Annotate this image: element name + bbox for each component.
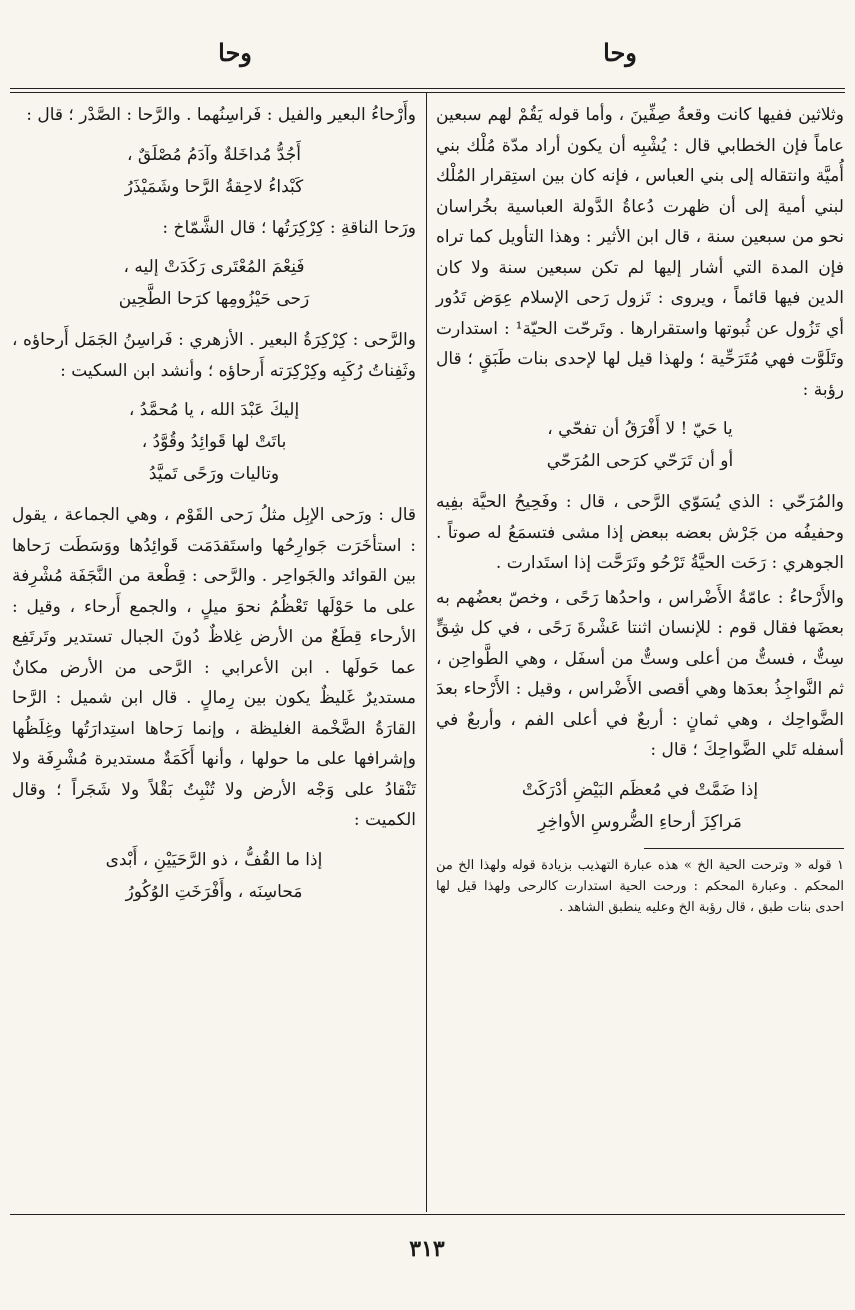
verse-block xyxy=(12,844,416,908)
right-column xyxy=(436,100,844,918)
verse-line: باتَتْ لها قَوائِدُ وقُوَّدُ ، xyxy=(141,432,287,452)
paragraph: قال : ورَحى الإبِل مثلُ رَحى القَوْم ، وهي الجماعة ، يقول : استأخَرَت جَوارِحُها واستَقدَمَت قَوائِدُها ووَسَطَت رَحاها بين القوائد والجَواحِر . والرَّحى : قِطْعة من النَّجَفَة مُشْرِفة على ما حَوْلَها تَعْظُمُ نحوَ ميلٍ ، والجمع أَرحاء ، وقيل : الأرحاء قِطَعٌ من الأرض غِلاظٌ دُونَ الجبال تستدير وتَرتَفِع عما حَولَها . ابن الأعرابي : الرَّحى من الأرض مكانٌ مستديرٌ غَليظٌ يكون بين رِمالٍ . قال ابن شميل : الرَّحا القارَةُ الضَّخْمة الغليظة ، وإنما رَحاها استِدارَتُها وغِلَظُها وإشرافها على ما حولها ، وأنها أَكَمَةٌ مستديرة مُشْرِفَة ولا تَنْقادُ على وَجْه الأرض ولا تُنْبِتُ بَقْلاً ولا شَجَراً ؛ وقال الكميت : xyxy=(12,505,416,830)
paragraph: وثلاثين ففيها كانت وقعةُ صِفِّينَ ، وأما قوله يَقُمْ لهم سبعين عاماً فإن الخطابي قال : يُشْبِه أن يكون أراد مدّة مُلْك بني أُميَّة وانتقاله إلى بني العباس ، فإنه كان بين استِقرار المُلْك لبني أمية إلى أن ظهرت دُعاةُ الدَّولة العباسية بخُراسان نحو من سبعين سنة ، قال ابن الأثير : وهذا التأويل كما تراه فإن المدة التي أشار إليها لم تكن سبعين سنة ولا كان الدين فيها قائماً ، ويروى : تَزول رَحى الإسلام عِوَض تَدُور أي تَزُول عن ثُبوتها واستقرارها . وتَرحّت الحيّة¹ : استدارت وتَلَوَّت فهي مُتَرَحِّية ؛ ولهذا قيل لها لإحدى بنات طَبَقٍ ؛ قال رؤبة : xyxy=(436,105,844,400)
verse-block xyxy=(436,774,844,838)
running-head-left: وحا xyxy=(218,38,252,67)
verse-line: أَجُدُّ مُداخَلةٌ وآدَمُ مُصْلَقٌ ، xyxy=(127,144,301,165)
verse-line: مَحاسِنَه ، وأَفْرَخَتِ الوُكُورُ xyxy=(125,881,303,902)
paragraph: والرَّحى : كِرْكِرَةُ البعير . الأزهري : فَراسِنُ الجَمَل أَرحاؤه ، وثَفِناتُ رُكَبِه وكِرْكِرَته أَرحاؤه ؛ وأنشد ابن السكيت : xyxy=(12,330,416,381)
header-rule-inner xyxy=(10,92,845,93)
paragraph: والمُرَحّي : الذي يُسَوّي الرَّحى ، قال : وفَحِيحُ الحيَّة بفِيه وحفيفُه من جَرْش بعضه ببعض إذا مشى فتسمَعُ له صوتاً . الجوهري : رَحَت الحيَّةُ تَرْحُو وتَرَحَّت إذا استَدارت . xyxy=(436,492,844,573)
paragraph: ورَحا الناقةِ : كِرْكِرَتُها ؛ قال الشَّمّاخ : xyxy=(162,217,416,238)
verse-block xyxy=(12,251,416,315)
paragraph: وأَرْحاءُ البعير والفيل : فَراسِنُهما . والرَّحا : الصَّدْر ؛ قال : xyxy=(26,105,416,125)
verse-line: يا حَيّ ! لا أَفْرَقُ أن تفحّي ، xyxy=(547,419,733,439)
verse-line: مَراكِزَ أرحاءِ الضُّروسِ الأواخِرِ xyxy=(538,811,742,832)
verse-line: رَحى حَيْزُومِها كرَحا الطَّحِين xyxy=(118,289,310,309)
verse-block xyxy=(12,394,416,490)
footer-rule xyxy=(10,1214,845,1215)
footnote-rule xyxy=(644,848,844,849)
verse-line: إذا ما القُفُّ ، ذو الرَّحَيَيْنِ ، أَبْدى xyxy=(105,849,323,870)
footnote: ١ قوله « وترحت الحية الخ » هذه عبارة التهذيب بزيادة قوله ولهذا الخ من المحكم . وعبارة المحكم : ورحت الحية استدارت كالرحى ولهذا قيل لها احدى بنات طبق ، قال رؤبة الخ وعليه ينطبق الشاهد . xyxy=(436,857,844,915)
verse-block xyxy=(436,413,844,477)
header-rule xyxy=(10,88,845,89)
page-number: ٣١٣ xyxy=(409,1236,445,1262)
verse-line: إذا ضَمَّتْ في مُعظَم البَيْضِ أدْرَكَتْ xyxy=(521,779,759,800)
verse-line: كَبْداءُ لاحِقةُ الرَّحا وشَمَيْذَرُ xyxy=(124,176,304,197)
left-column xyxy=(12,100,416,918)
verse-line: فَنِعْمَ المُعْتَرى رَكَدَتْ إليه ، xyxy=(123,257,305,277)
verse-line: وتاليات ورَحًى تَميَّدُ xyxy=(148,464,280,484)
running-head-right: وحا xyxy=(603,38,637,67)
column-divider xyxy=(426,92,427,1212)
verse-line: إليكَ عَبْدَ الله ، يا مُحمَّدُ ، xyxy=(128,400,300,420)
paragraph: والأَرْحاءُ : عامّةُ الأَضْراس ، واحدُها رَحًى ، وخصّ بعضُهم به بعضَها فقال قوم : للإنسان اثنتا عَشْرةَ رَحًى ، في كل شِقٍّ سِتٌّ ، فستٌّ من أعلى وستٌّ من أسفَل ، وهي الطَّواحِن ، ثم النَّواجِذُ بعدَها وهي أقصى الأَضْراس ، وقيل : الأَرْحاء بعدَ الضَّواحِك ، وهي ثمانٍ : أربعٌ في أعلى الفم ، وأربعٌ في أسفله تَلي الضَّواحِكَ ؛ قال : xyxy=(436,587,844,760)
verse-line: أو أن تَرَحّي كرَحى المُرَحّي xyxy=(546,451,734,471)
verse-block xyxy=(12,139,416,203)
